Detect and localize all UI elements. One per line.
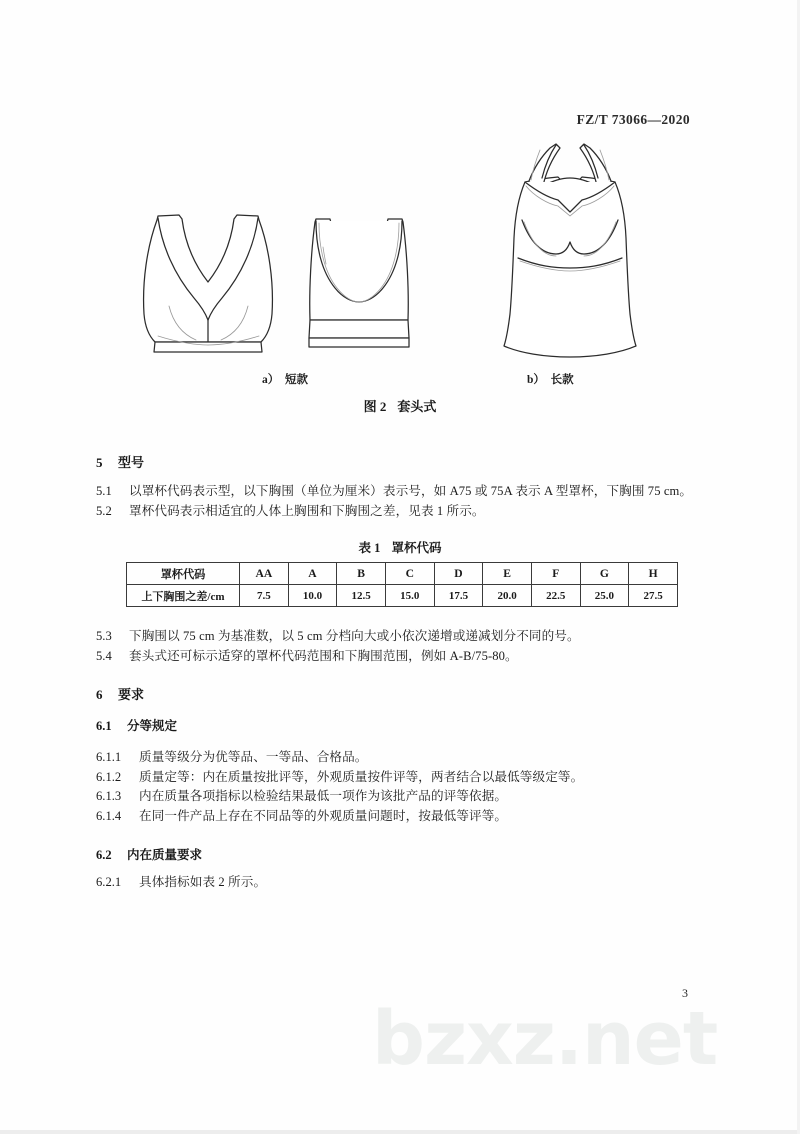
paragraph-6-1-3	[96, 787, 716, 807]
table-1-number: 表 1	[358, 541, 381, 555]
cell-code-a: A	[288, 563, 337, 585]
clause-number: 5.1	[96, 484, 112, 498]
long-style-front-view-illustration	[494, 134, 646, 366]
row-header-cup-code: 罩杯代码	[127, 563, 240, 585]
cell-diff-aa: 7.5	[240, 585, 289, 607]
clause-text: 套头式还可标示适穿的罩杯代码范围和下胸围范围，例如 A-B/75-80。	[129, 648, 518, 663]
clause-number: 6.1.4	[96, 808, 122, 823]
clause-text: 质量定等：内在质量按批评等，外观质量按件评等，两者结合以最低等级定等。	[139, 769, 584, 784]
paragraph-6-1-4	[96, 807, 716, 827]
section-6-2-title: 内在质量要求	[127, 848, 203, 862]
cell-diff-g: 25.0	[580, 585, 629, 607]
section-6-1-number: 6.1	[96, 719, 112, 733]
clause-number: 6.1.3	[96, 789, 122, 803]
figure-2a-caption: a） 短款	[262, 374, 308, 386]
standard-number-header: FZ/T 73066—2020	[576, 112, 690, 127]
clause-number: 6.1.1	[96, 750, 122, 764]
row-header-bust-difference: 上下胸围之差/cm	[127, 585, 240, 607]
page-number: 3	[682, 986, 688, 1000]
clause-text: 内在质量各项指标以检验结果最低一项作为该批产品的评等依据。	[139, 789, 508, 803]
cell-code-c: C	[385, 563, 434, 585]
figure-2-number: 图 2	[363, 399, 387, 414]
section-6-2-heading	[96, 845, 716, 863]
section-5-paragraphs	[96, 482, 716, 521]
table-row	[127, 563, 678, 585]
cell-diff-c: 15.0	[385, 585, 434, 607]
cell-diff-f: 22.5	[531, 585, 580, 607]
section-6-1-title: 分等规定	[127, 719, 178, 733]
section-5-title: 型号	[118, 455, 145, 470]
short-style-back-view-illustration	[303, 212, 415, 364]
clause-number: 6.2.1	[96, 875, 122, 889]
site-watermark: bzxz.net	[372, 996, 718, 1082]
section-5-number: 5	[96, 455, 103, 470]
paragraph-5-2	[96, 502, 716, 522]
section-6-2-number: 6.2	[96, 848, 112, 862]
clause-text: 以罩杯代码表示型，以下胸围（单位为厘米）表示号，如 A75 或 75A 表示 A 型罩杯，下胸围 75 cm。	[129, 484, 693, 498]
cell-diff-h: 27.5	[629, 585, 678, 607]
table-1-wrapper	[126, 562, 678, 607]
paragraph-5-3	[96, 627, 716, 647]
clause-number: 5.3	[96, 629, 112, 643]
section-6-title: 要求	[118, 687, 145, 702]
clause-number: 5.2	[96, 503, 112, 518]
figure-2-caption	[0, 396, 800, 415]
short-style-front-view-illustration	[122, 202, 294, 372]
table-1-caption	[0, 538, 800, 556]
paragraph-5-4	[96, 647, 716, 667]
section-6-heading	[96, 684, 716, 703]
cell-code-f: F	[531, 563, 580, 585]
cup-code-table	[126, 562, 678, 607]
cell-code-aa: AA	[240, 563, 289, 585]
section-6-1-paragraphs	[96, 748, 716, 826]
figure-2-title: 套头式	[397, 399, 437, 414]
section-6-number: 6	[96, 687, 103, 702]
table-1-title: 罩杯代码	[391, 541, 442, 555]
section-6-1-heading	[96, 716, 716, 734]
cell-diff-b: 12.5	[337, 585, 386, 607]
cell-code-e: E	[483, 563, 532, 585]
cell-code-h: H	[629, 563, 678, 585]
clause-text: 具体指标如表 2 所示。	[139, 875, 267, 889]
clause-text: 在同一件产品上存在不同品等的外观质量问题时，按最低等评等。	[139, 808, 508, 823]
cell-code-d: D	[434, 563, 483, 585]
figure-2b-caption: b） 长款	[527, 374, 574, 386]
cell-code-b: B	[337, 563, 386, 585]
cell-diff-e: 20.0	[483, 585, 532, 607]
clause-number: 5.4	[96, 648, 112, 663]
paragraph-6-1-1	[96, 748, 716, 768]
cell-code-g: G	[580, 563, 629, 585]
clause-text: 罩杯代码表示相适宜的人体上胸围和下胸围之差，见表 1 所示。	[129, 503, 485, 518]
table-row	[127, 585, 678, 607]
cell-diff-a: 10.0	[288, 585, 337, 607]
scan-edge-bottom	[0, 1130, 800, 1134]
section-5-heading	[96, 452, 716, 471]
paragraph-5-1	[96, 482, 716, 502]
paragraph-6-1-2	[96, 768, 716, 788]
figure-2-illustrations	[0, 130, 800, 380]
section-5-paragraphs-continued	[96, 627, 716, 666]
clause-number: 6.1.2	[96, 769, 122, 784]
clause-text: 下胸围以 75 cm 为基准数，以 5 cm 分档向大或小依次递增或递减划分不同的号。	[129, 629, 580, 643]
clause-text: 质量等级分为优等品、一等品、合格品。	[139, 750, 368, 764]
paragraph-6-2-1	[96, 873, 716, 893]
section-6-2-paragraphs	[96, 873, 716, 893]
cell-diff-d: 17.5	[434, 585, 483, 607]
